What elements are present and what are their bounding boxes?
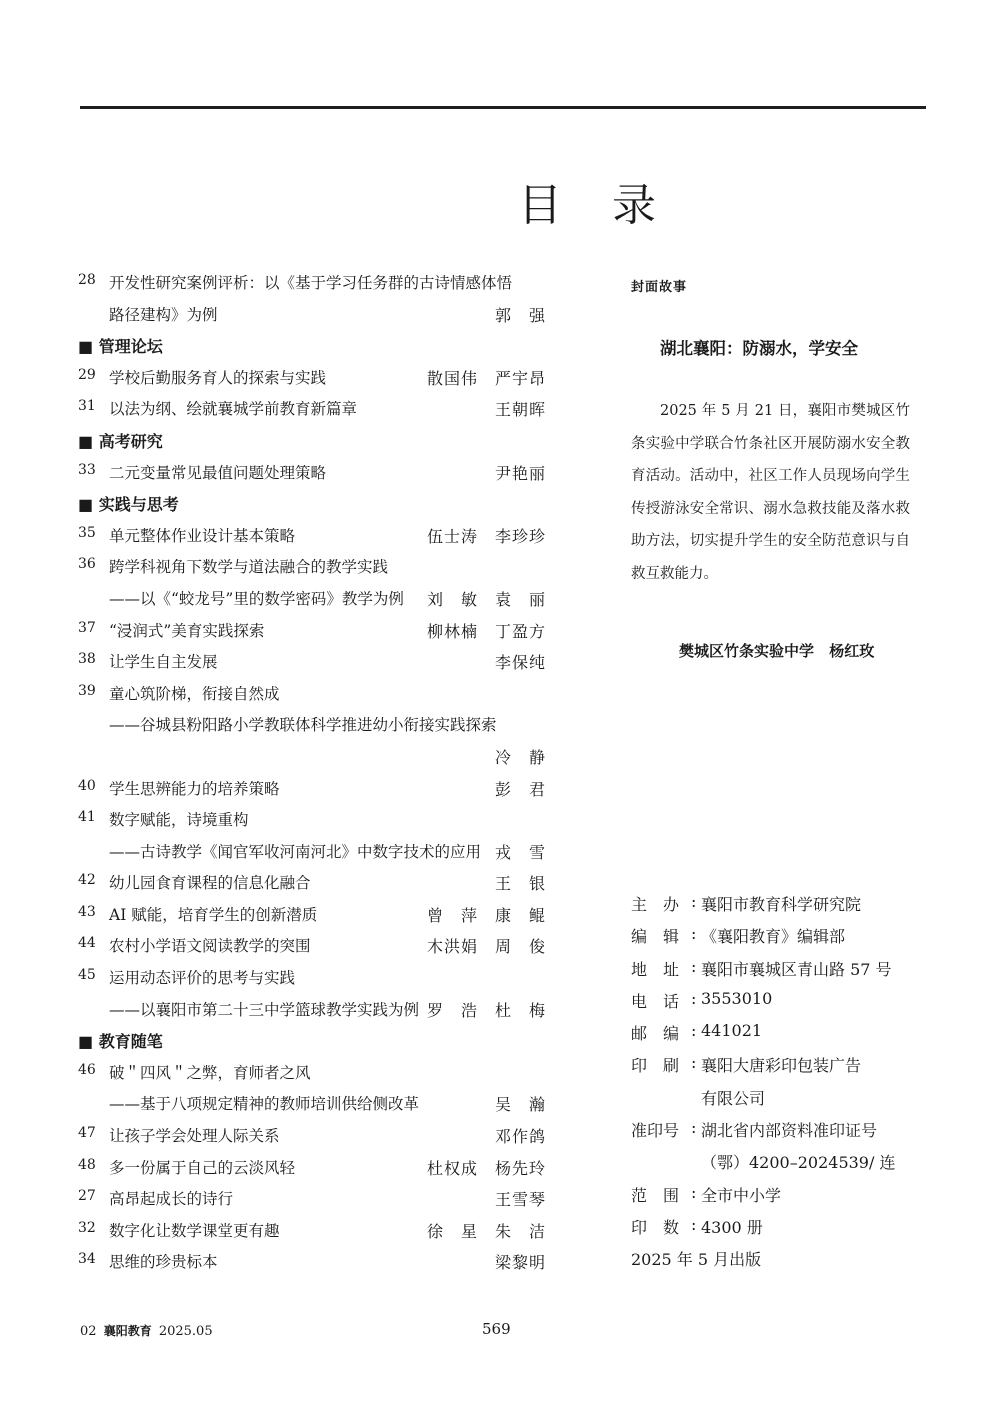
footer-center-number: 569 [482,1320,511,1338]
imprint-value: 襄阳市教育科学研究院 [701,895,862,914]
toc-page-number: 32 [78,1219,96,1236]
toc-section-header [78,1026,546,1058]
toc-entry-continuation [78,584,546,616]
toc-section-label: ■ 高考研究 [78,431,163,451]
toc-article-subtitle: 路径建构》为例 [109,305,218,324]
toc-page-number: 43 [78,903,96,920]
toc-page-number: 36 [78,556,96,573]
toc-page-number: 33 [78,461,96,478]
toc-entry [78,1058,546,1090]
toc-article-title: 多一份属于自己的云淡风轻 [109,1158,296,1177]
toc-article-title: 单元整体作业设计基本策略 [109,526,296,545]
toc-page-number: 28 [78,272,96,288]
toc-page-number: 46 [78,1061,96,1078]
toc-author: 杨先玲 [494,1158,546,1178]
toc-page-number: 47 [78,1125,96,1142]
toc-entry-continuation [78,300,546,332]
toc-section-header [78,426,546,458]
toc-entry [78,1121,546,1153]
footer-issue-info [80,1322,213,1339]
toc-author: 徐 星 [426,1221,478,1241]
toc-article-title: 让孩子学会处理人际关系 [109,1127,280,1146]
imprint-row [631,1148,931,1180]
toc-entry [78,458,546,490]
toc-section-label: ■ 管理论坛 [78,337,163,357]
imprint-value: 《襄阳教育》编辑部 [701,927,846,947]
toc-author: 杜 梅 [494,1000,546,1020]
toc-article-title: “浸润式”美育实践探索 [109,621,265,640]
toc-author: 罗 浩 [426,1000,478,1020]
imprint-value: 襄阳市襄城区青山路 57 号 [701,959,892,979]
publish-date: 2025 年 5 月出版 [631,1250,762,1270]
toc-author: 散国伟 [426,368,478,388]
imprint-label: 地 址 [631,959,680,979]
toc-article-title: 学校后勤服务育人的探索与实践 [109,368,327,387]
toc-entry [78,963,546,995]
imprint-label: 范 围 [631,1185,680,1205]
toc-article-title: 开发性研究案例评析：以《基于学习任务群的古诗情感体悟 [109,274,513,292]
imprint-row [631,1213,931,1245]
toc-entry [78,774,546,806]
imprint-row [631,1019,931,1051]
toc-author: 王朝晖 [494,400,546,420]
toc-entry [78,679,546,711]
toc-entry-continuation [78,1089,546,1121]
publish-date-row [631,1245,931,1277]
imprint-label: 印 数 [631,1217,680,1237]
toc-entry [78,1153,546,1185]
toc-page-number: 44 [78,935,96,952]
imprint-value-continued: 有限公司 [701,1088,766,1108]
imprint-label: 印 刷 [631,1056,680,1076]
toc-author: 王 银 [494,874,546,894]
toc-section-header [78,331,546,363]
imprint-row [631,1116,931,1148]
cover-story-text: 2025 年 5 月 21 日，襄阳市樊城区竹条实验中学联合竹条社区开展防溺水安全教育活动。活动中，社区工作人员现场向学生传授游泳安全常识、溺水急救技能及落水救助方法，切实提升学生的安全防范意识与自救互救能力。 [631,403,910,582]
toc-page-number: 27 [78,1188,96,1205]
toc-entry [78,616,546,648]
footer-issue: 2025.05 [158,1324,213,1339]
imprint-value: 湖北省内部资料准印证号 [701,1121,878,1141]
toc-section-label: ■ 教育随笔 [78,1032,163,1052]
toc-author: 严宇昂 [494,368,546,388]
imprint-row [631,955,931,987]
toc-entry-continuation [78,742,546,774]
toc-entry [78,394,546,426]
imprint-value: 襄阳大唐彩印包装广告 [701,1056,862,1076]
toc-entry-continuation [78,710,546,742]
toc-entry-continuation [78,995,546,1027]
cover-story-tag: 封面故事 [631,280,688,295]
toc-article-title: AI 赋能，培育学生的创新潜质 [109,905,318,924]
imprint-value: 441021 [701,1021,763,1041]
toc-author: 戎 雪 [494,842,546,862]
imprint-label: 电 话 [631,991,680,1011]
imprint-row [631,922,931,954]
imprint-colon: : [691,1182,697,1202]
toc-section-label: ■ 实践与思考 [78,495,179,515]
imprint-colon: : [691,1053,697,1073]
toc-author: 王雪琴 [494,1190,546,1210]
toc-article-title: 二元变量常见最值问题处理策略 [109,463,327,482]
table-of-contents [78,268,546,1279]
toc-section-header [78,489,546,521]
imprint-label: 准印号 [631,1121,680,1141]
imprint-colon: : [691,924,697,944]
toc-page-number: 37 [78,619,96,636]
toc-author: 李珍珍 [494,526,546,546]
toc-article-title: 思维的珍贵标本 [109,1253,218,1272]
imprint-row [631,987,931,1019]
toc-page-number: 41 [78,809,96,826]
toc-entry [78,900,546,932]
imprint-colon: : [691,988,697,1008]
imprint-row [631,1051,931,1083]
imprint-colon: : [691,892,697,911]
imprint-label: 编 辑 [631,927,680,947]
toc-page-number: 38 [78,651,96,668]
page-title: 目 录 [518,180,674,231]
toc-author: 朱 洁 [494,1221,546,1241]
toc-author: 吴 瀚 [494,1095,546,1115]
toc-author: 丁盈方 [494,621,546,641]
toc-author: 伍士涛 [426,526,478,546]
toc-article-title: 童心筑阶梯，衔接自然成 [109,684,280,703]
header-rule [80,106,926,109]
toc-page-number: 29 [78,366,96,383]
toc-author: 康 鲲 [494,905,546,925]
toc-entry [78,931,546,963]
toc-article-title: 跨学科视角下数学与道法融合的教学实践 [109,558,389,577]
toc-author: 袁 丽 [494,589,546,609]
footer-page-number: 02 [80,1324,97,1339]
toc-entry-continuation [78,837,546,869]
toc-page-number: 34 [78,1251,96,1268]
imprint-value: 4300 册 [701,1217,763,1237]
toc-page-number: 45 [78,967,96,984]
toc-author: 郭 强 [494,305,546,325]
toc-page-number: 35 [78,524,96,541]
imprint-value: 全市中小学 [701,1185,782,1205]
footer-magazine-name: 襄阳教育 [103,1324,152,1338]
toc-article-title: 以法为纲、绘就襄城学前教育新篇章 [109,400,358,419]
toc-article-subtitle: ——基于八项规定精神的教师培训供给侧改革 [109,1095,420,1114]
imprint-value-continued: （鄂）4200–2024539/ 连 [701,1153,896,1173]
toc-article-title: 学生思辨能力的培养策略 [109,779,280,798]
toc-author: 刘 敏 [426,589,478,609]
imprint-row [631,1084,931,1116]
toc-article-title: 数字化让数学课堂更有趣 [109,1221,280,1240]
toc-article-title: 高昂起成长的诗行 [109,1190,234,1209]
imprint-colon: : [691,956,697,976]
imprint-row [631,890,931,922]
imprint-value: 3553010 [701,988,773,1008]
cover-story-title: 湖北襄阳：防溺水，学安全 [660,339,858,358]
toc-entry [78,1216,546,1248]
toc-author: 周 俊 [494,937,546,957]
imprint-row [631,1181,931,1213]
toc-author: 李保纯 [494,653,546,673]
toc-article-subtitle: ——以襄阳市第二十三中学篮球教学实践为例 [109,1000,420,1019]
toc-article-title: 数字赋能，诗境重构 [109,811,249,830]
toc-entry [78,1184,546,1216]
imprint-colon: : [691,1021,697,1041]
toc-page-number: 42 [78,872,96,889]
cover-story-credit: 樊城区竹条实验中学 杨红玫 [679,642,875,660]
toc-entry [78,268,546,300]
toc-article-title: 幼儿园食育课程的信息化融合 [109,874,311,893]
imprint-block [631,890,931,1278]
toc-article-title: 农村小学语文阅读教学的突围 [109,937,311,956]
toc-page-number: 31 [78,398,96,415]
toc-author: 彭 君 [494,779,546,799]
toc-author: 冷 静 [494,747,546,767]
toc-page-number: 40 [78,777,96,794]
toc-entry [78,552,546,584]
toc-article-subtitle: ——谷城县粉阳路小学教联体科学推进幼小衔接实践探索 [109,716,497,735]
toc-author: 梁黎明 [494,1253,546,1273]
toc-entry [78,805,546,837]
toc-author: 杜权成 [426,1158,478,1178]
toc-entry [78,868,546,900]
toc-author: 邓作鸽 [494,1127,546,1147]
toc-article-subtitle: ——以《“蛟龙号”里的数学密码》教学为例 [109,589,404,608]
toc-entry [78,1247,546,1279]
toc-entry [78,521,546,553]
imprint-colon: : [691,1214,697,1234]
toc-article-title: 让学生自主发展 [109,653,218,672]
imprint-label: 邮 编 [631,1024,680,1044]
toc-page-number: 39 [78,682,96,699]
toc-article-title: 破＂四风＂之弊，育师者之风 [109,1063,311,1082]
imprint-label: 主 办 [631,895,680,914]
toc-page-number: 48 [78,1156,96,1173]
imprint-colon: : [691,1118,697,1138]
toc-author: 木洪娟 [426,937,478,957]
toc-entry [78,647,546,679]
toc-entry [78,363,546,395]
toc-article-subtitle: ——古诗教学《闻官军收河南河北》中数字技术的应用 [109,842,482,861]
toc-author: 柳林楠 [426,621,478,641]
toc-author: 尹艳丽 [494,463,546,483]
toc-article-title: 运用动态评价的思考与实践 [109,969,296,988]
toc-author: 曾 萍 [426,905,478,925]
